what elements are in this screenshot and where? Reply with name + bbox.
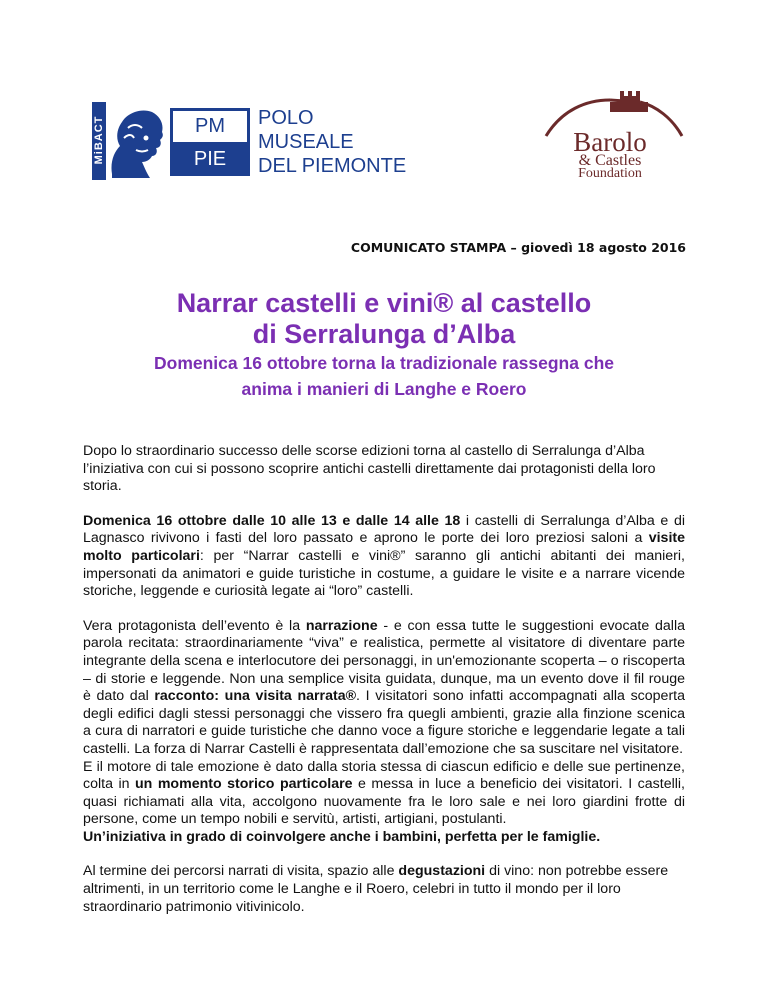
subtitle-line-2: anima i manieri di Langhe e Roero <box>241 379 527 399</box>
title-line-1: Narrar castelli e vini® al castello <box>176 288 592 318</box>
foundation-wordmark: Foundation <box>578 166 642 181</box>
paragraph-schedule: Domenica 16 ottobre dalle 10 alle 13 e dalle 14 alle 18 i castelli di Serralunga d’Alba e di Lagnasco rivivono i fasti del loro passato e aprono le porte dei loro preziosi saloni a visite molto particolari: per “Narrar castelli e vini®” saranno gli antichi abitanti dei manieri, impersonati da animatori e guide turistiche in costume, a guidare le visite e a narrare vicende storiche, leggende e curiosità legate ai “loro” castelli. <box>83 512 685 600</box>
pie-box: PIE <box>170 142 250 176</box>
press-release-body <box>83 443 685 933</box>
mibact-strip <box>92 102 106 180</box>
subtitle-line-1: Domenica 16 ottobre torna la tradizionale rassegna che <box>154 353 614 373</box>
paragraph-intro: Dopo lo straordinario successo delle scorse edizioni torna al castello di Serralunga d’Alba l’iniziativa con cui si possono scoprire antichi castelli direttamente dai protagonisti della loro storia. <box>83 443 656 495</box>
mibact-label: MiBACT <box>93 115 105 165</box>
polo-museale-logo <box>92 102 422 180</box>
barolo-castles-logo <box>540 88 690 180</box>
page-subtitle <box>80 350 688 402</box>
pm-box: PM <box>170 108 250 142</box>
press-release-dateline: COMUNICATO STAMPA – giovedì 18 agosto 2016 <box>350 240 686 255</box>
paragraph-tastings: Al termine dei percorsi narrati di visita, spazio alle degustazioni di vino: non potrebbe essere altrimenti, in un territorio come le Langhe e il Roero, celebri in tutto il mondo per il loro straordinario patrimonio vitivinicolo. <box>83 863 669 915</box>
classical-head-emblem-icon <box>106 102 168 180</box>
paragraph-families: Un’iniziativa in grado di coinvolgere anche i bambini, perfetta per le famiglie. <box>83 828 601 845</box>
polo-museale-wordmark <box>258 106 406 178</box>
page-title <box>80 288 688 350</box>
paragraph-emotion: E il motore di tale emozione è dato dalla storia stessa di ciascun edificio e delle sue pertinenze, colta in un momento storico particolare e messa in luce a beneficio dei visitatori. I castelli, quasi richiamati alla vita, accolgono nuovamente fra le loro sale e nei loro giardini frotte di persone, come un tempo nobili e servitù, artisti, artigiani, postulanti. <box>83 758 685 828</box>
castles-wordmark: & Castles <box>578 152 642 169</box>
barolo-wordmark: Barolo <box>573 127 647 157</box>
paragraph-narration: Vera protagonista dell’evento è la narrazione - e con essa tutte le suggestioni evocate dalla parola recitata: straordinariamente “viva” e realistica, permette al visitatore di diventare parte integrante della scena e interlocutore dei personaggi, in un'emozionante scoperta – o riscoperta – di storie e leggende. Non una semplice visita guidata, dunque, ma un evento dove il fil rouge è dato dal racconto: una visita narrata®. I visitatori sono infatti accompagnati alla scoperta degli edifici dagli stessi personaggi che vissero fra quegli ambienti, grazie alla finzione scenica a cura di narratori e guide turistiche che danno voce a figure storiche e leggendarie legate a tali castelli. La forza di Narrar Castelli è rappresentata dall’emozione che sa suscitare nel visitatore. <box>83 617 686 757</box>
title-line-2: di Serralunga d’Alba <box>252 319 516 349</box>
polo-line-1: POLO <box>258 107 314 129</box>
polo-line-2: MUSEALE <box>258 131 354 153</box>
polo-line-3: DEL PIEMONTE <box>258 155 407 177</box>
